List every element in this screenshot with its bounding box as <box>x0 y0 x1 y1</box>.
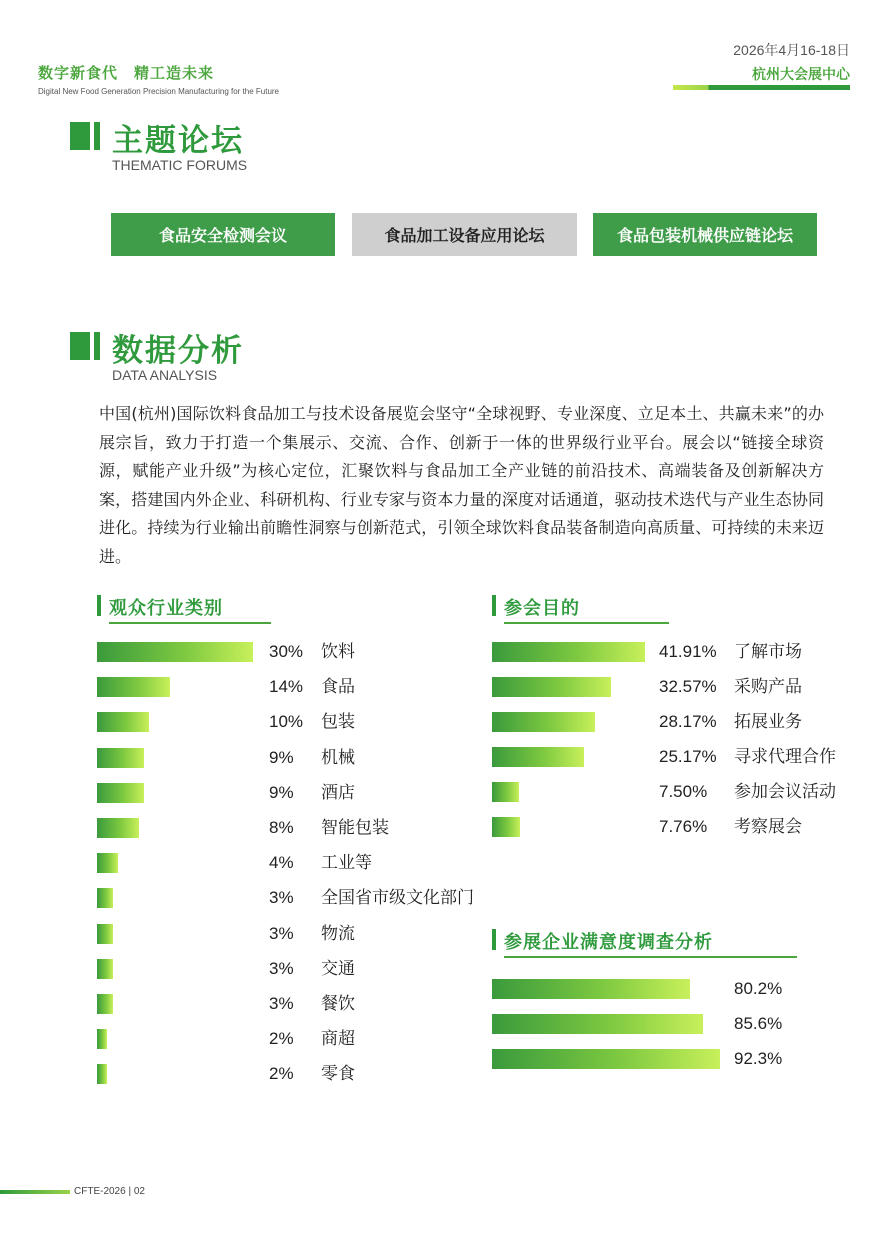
bar-row <box>97 853 457 873</box>
chart-title-underline <box>504 956 797 958</box>
bar <box>97 642 253 662</box>
footer-code: CFTE-2026 <box>74 1186 126 1197</box>
bar-category-label: 商超 <box>321 1029 355 1050</box>
event-venue: 杭州大会展中心 <box>752 67 850 83</box>
chart-title: 参会目的 <box>504 598 580 619</box>
bar-value-label: 28.17% <box>659 712 717 731</box>
bar-row <box>492 979 852 999</box>
bar <box>492 817 520 837</box>
bar-value-label: 80.2% <box>734 979 783 998</box>
section-subtitle: DATA ANALYSIS <box>112 367 218 383</box>
bar-category-label: 参加会议活动 <box>734 782 836 802</box>
forum-food-safety[interactable]: 食品安全检测会议 <box>111 213 335 256</box>
bar-row <box>97 888 474 909</box>
section-title: 主题论坛 <box>112 123 244 159</box>
bar-row <box>97 818 457 838</box>
bar <box>97 924 113 944</box>
bar <box>492 1014 703 1034</box>
footer-page-number: 02 <box>133 1186 145 1197</box>
bar-value-label: 41.91% <box>659 642 717 661</box>
bar <box>492 1049 720 1069</box>
bar <box>97 1029 107 1049</box>
bar-row <box>492 642 852 662</box>
section-subtitle: THEMATIC FORUMS <box>112 157 248 173</box>
bar-row <box>492 817 852 837</box>
footer-page-info <box>74 1186 145 1197</box>
bar-value-label: 4% <box>269 853 294 873</box>
slogan-cn <box>38 62 279 83</box>
bar-category-label: 寻求代理合作 <box>734 747 836 767</box>
forum-packaging-supply-chain[interactable]: 食品包装机械供应链论坛 <box>593 213 817 256</box>
bar-value-label: 85.6% <box>734 1014 783 1033</box>
bar-category-label: 酒店 <box>321 782 355 803</box>
bar <box>97 783 144 803</box>
bar-value-label: 7.50% <box>659 782 708 801</box>
bar-category-label: 零食 <box>321 1064 355 1085</box>
section-marker-icon <box>70 122 100 150</box>
bar-row <box>97 783 457 803</box>
chart-title: 观众行业类别 <box>109 598 223 619</box>
bar-category-label: 拓展业务 <box>734 712 802 732</box>
bar-category-label: 工业等 <box>321 853 372 874</box>
bar <box>492 642 645 662</box>
bar-value-label: 10% <box>269 712 304 732</box>
bar-row <box>492 1014 852 1034</box>
bar-row <box>492 712 852 732</box>
bar-category-label: 智能包装 <box>321 818 389 838</box>
bar <box>97 888 113 908</box>
event-date: 2026年4月16-18日 <box>733 42 850 58</box>
bar-category-label: 采购产品 <box>734 677 802 697</box>
bar-category-label: 了解市场 <box>734 642 802 662</box>
bar <box>492 747 584 767</box>
header-event-info <box>733 40 850 84</box>
bar-value-label: 30% <box>269 642 304 661</box>
bar <box>97 748 144 768</box>
bar-row <box>97 994 457 1014</box>
bar-category-label: 机械 <box>321 747 355 768</box>
footer-divider <box>0 1190 70 1194</box>
bar-category-label: 餐饮 <box>321 994 355 1014</box>
chart-title-underline <box>504 622 669 624</box>
bar-value-label: 8% <box>269 818 294 837</box>
bar-value-label: 3% <box>269 888 294 908</box>
section-title: 数据分析 <box>112 333 244 369</box>
bar-value-label: 2% <box>269 1029 294 1049</box>
bar-value-label: 32.57% <box>659 677 717 696</box>
bar <box>97 1064 107 1084</box>
bar-row <box>97 677 457 697</box>
bar-row <box>97 1064 457 1084</box>
bar <box>97 677 170 697</box>
bar <box>492 677 611 697</box>
bar-row <box>97 748 457 768</box>
forum-list <box>111 213 817 256</box>
bar-row <box>492 1049 852 1069</box>
bar-value-label: 9% <box>269 747 294 767</box>
bar-category-label: 食品 <box>321 677 355 698</box>
chart-title-underline <box>109 622 271 624</box>
bar-category-label: 交通 <box>321 958 355 979</box>
bar-row <box>97 642 457 662</box>
bar-row <box>97 1029 457 1049</box>
bar-value-label: 3% <box>269 994 294 1013</box>
bar-row <box>492 677 852 697</box>
bar-value-label: 25.17% <box>659 747 717 766</box>
bar-category-label: 饮料 <box>321 642 355 662</box>
slogan-part-2: 精工造未来 <box>134 64 215 82</box>
bar <box>97 712 149 732</box>
bar-value-label: 3% <box>269 923 294 943</box>
forum-processing-equipment[interactable]: 食品加工设备应用论坛 <box>352 213 577 256</box>
footer-separator: | <box>128 1186 132 1197</box>
bar-category-label: 物流 <box>321 923 355 944</box>
bar-value-label: 9% <box>269 782 294 802</box>
bar-row <box>492 747 852 767</box>
bar <box>97 959 113 979</box>
header-divider <box>673 85 850 90</box>
bar-value-label: 3% <box>269 958 294 978</box>
bar-category-label: 考察展会 <box>734 817 802 837</box>
bar-value-label: 92.3% <box>734 1049 783 1068</box>
chart-title: 参展企业满意度调查分析 <box>504 932 713 953</box>
bar-row <box>97 924 457 944</box>
slogan-en: Digital New Food Generation Precision Manufacturing for the Future <box>38 87 280 96</box>
bar-value-label: 7.76% <box>659 817 708 836</box>
bar-category-label: 全国省市级文化部门 <box>321 888 474 909</box>
section-marker-icon <box>70 332 100 360</box>
analysis-intro-paragraph: 中国(杭州)国际饮料食品加工与技术设备展览会坚守“全球视野、专业深度、立足本土、共赢未来”的办展宗旨，致力于打造一个集展示、交流、合作、创新于一体的世界级行业平台。展会以“链接全球资源，赋能产业升级”为核心定位，汇聚饮料与食品加工全产业链的前沿技术、高端装备及创新解决方案，搭建国内外企业、科研机构、行业专家与资本力量的深度对话通道，驱动技术迭代与产业生态协同进化。持续为行业输出前瞻性洞察与创新范式，引领全球饮料食品装备制造向高质量、可持续的未来迈进。 <box>99 404 824 566</box>
bar-value-label: 2% <box>269 1064 294 1084</box>
bar <box>492 712 595 732</box>
bar <box>97 994 113 1014</box>
bar <box>97 853 118 873</box>
bar <box>97 818 139 838</box>
slogan-part-1: 数字新食代 <box>38 64 119 82</box>
bar-row <box>97 712 457 732</box>
bar-row <box>492 782 852 802</box>
bar <box>492 782 519 802</box>
bar-value-label: 14% <box>269 677 304 697</box>
header-slogan <box>38 62 279 96</box>
bar-row <box>97 959 457 979</box>
bar-category-label: 包装 <box>321 712 355 733</box>
bar <box>492 979 690 999</box>
